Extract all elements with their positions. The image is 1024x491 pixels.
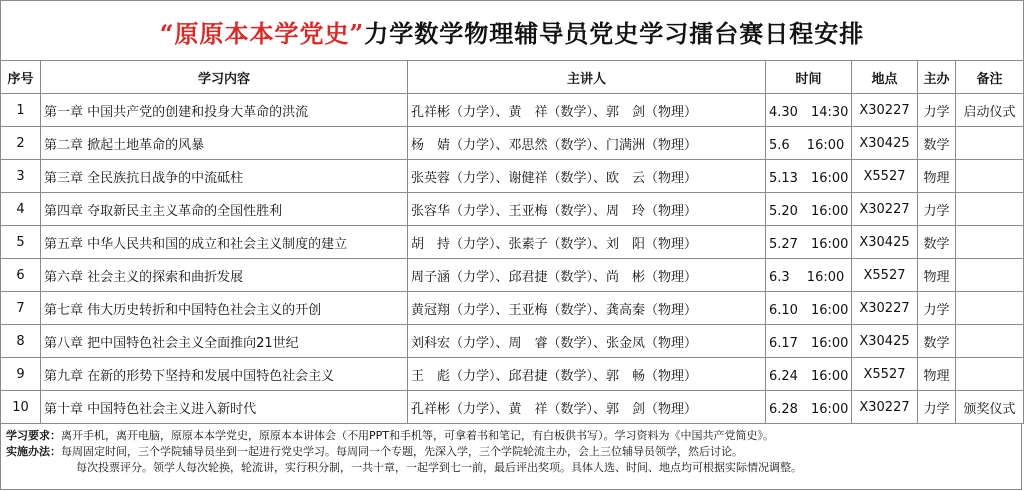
header-remark: 备注 — [956, 61, 1024, 94]
cell-content: 第八章 把中国特色社会主义全面推向21世纪 — [41, 325, 408, 358]
cell-remark: 启动仪式 — [956, 94, 1024, 127]
cell-content: 第五章 中华人民共和国的成立和社会主义制度的建立 — [41, 226, 408, 259]
cell-content: 第二章 掀起土地革命的风暴 — [41, 127, 408, 160]
cell-time: 5.27 16:00 — [766, 226, 852, 259]
cell-seq: 7 — [1, 292, 41, 325]
cell-speaker: 孔祥彬（力学）、黄 祥（数学）、郭 剑（物理） — [408, 391, 766, 424]
table-row — [1, 292, 1024, 325]
cell-place: X30425 — [852, 325, 918, 358]
cell-remark — [956, 259, 1024, 292]
cell-speaker: 黄冠翔（力学）、王亚梅（数学）、龚高秦（物理） — [408, 292, 766, 325]
cell-place: X5527 — [852, 259, 918, 292]
cell-remark — [956, 127, 1024, 160]
cell-place: X30227 — [852, 292, 918, 325]
table-row — [1, 193, 1024, 226]
header-row — [1, 61, 1024, 94]
method-label: 实施办法： — [6, 445, 61, 458]
cell-content: 第四章 夺取新民主主义革命的全国性胜利 — [41, 193, 408, 226]
table-row — [1, 358, 1024, 391]
cell-host: 数学 — [918, 127, 956, 160]
cell-time: 5.20 16:00 — [766, 193, 852, 226]
table-row — [1, 226, 1024, 259]
cell-place: X5527 — [852, 160, 918, 193]
cell-place: X5527 — [852, 358, 918, 391]
cell-place: X30425 — [852, 127, 918, 160]
cell-remark: 颁奖仪式 — [956, 391, 1024, 424]
cell-speaker: 孔祥彬（力学）、黄 祥（数学）、郭 剑（物理） — [408, 94, 766, 127]
table-row — [1, 259, 1024, 292]
cell-speaker: 张容华（力学）、王亚梅（数学）、周 玲（物理） — [408, 193, 766, 226]
method-text-1: 每周固定时间，三个学院辅导员坐到一起进行党史学习。每周同一个专题，先深入学，三个学院轮流主办，会上三位辅导员领学，然后讨论。 — [61, 445, 743, 458]
cell-seq: 5 — [1, 226, 41, 259]
requirements-text: 离开手机，离开电脑，原原本本学党史，原原本本讲体会（不用PPT和手机等，可拿着书和笔记，有白板供书写）。学习资料为《中国共产党简史》。 — [61, 429, 774, 442]
cell-seq: 9 — [1, 358, 41, 391]
cell-host: 力学 — [918, 391, 956, 424]
cell-speaker: 王 彪（力学）、邱君捷（数学）、郭 畅（物理） — [408, 358, 766, 391]
cell-content: 第十章 中国特色社会主义进入新时代 — [41, 391, 408, 424]
cell-content: 第一章 中国共产党的创建和投身大革命的洪流 — [41, 94, 408, 127]
cell-content: 第七章 伟大历史转折和中国特色社会主义的开创 — [41, 292, 408, 325]
cell-host: 力学 — [918, 292, 956, 325]
cell-content: 第九章 在新的形势下坚持和发展中国特色社会主义 — [41, 358, 408, 391]
title-highlight: “原原本本学党史” — [159, 18, 365, 48]
cell-time: 6.24 16:00 — [766, 358, 852, 391]
title-rest: 力学数学物理辅导员党史学习擂台赛日程安排 — [364, 18, 865, 48]
cell-speaker: 周子涵（力学）、邱君捷（数学）、尚 彬（物理） — [408, 259, 766, 292]
cell-seq: 3 — [1, 160, 41, 193]
cell-seq: 2 — [1, 127, 41, 160]
cell-host: 力学 — [918, 193, 956, 226]
cell-host: 力学 — [918, 94, 956, 127]
header-host: 主办 — [918, 61, 956, 94]
cell-remark — [956, 160, 1024, 193]
header-place: 地点 — [852, 61, 918, 94]
schedule-table — [0, 60, 1024, 424]
cell-time: 6.17 16:00 — [766, 325, 852, 358]
header-speaker: 主讲人 — [408, 61, 766, 94]
method-line-2 — [6, 460, 1021, 476]
cell-time: 5.6 16:00 — [766, 127, 852, 160]
cell-remark — [956, 193, 1024, 226]
method-line — [6, 444, 1021, 460]
cell-host: 物理 — [918, 160, 956, 193]
cell-place: X30227 — [852, 193, 918, 226]
cell-place: X30425 — [852, 226, 918, 259]
cell-time: 6.3 16:00 — [766, 259, 852, 292]
cell-seq: 4 — [1, 193, 41, 226]
cell-host: 物理 — [918, 259, 956, 292]
cell-remark — [956, 292, 1024, 325]
cell-place: X30227 — [852, 391, 918, 424]
header-content: 学习内容 — [41, 61, 408, 94]
table-row — [1, 94, 1024, 127]
requirements-line — [6, 428, 1021, 444]
cell-remark — [956, 358, 1024, 391]
cell-content: 第三章 全民族抗日战争的中流砥柱 — [41, 160, 408, 193]
cell-time: 6.10 16:00 — [766, 292, 852, 325]
cell-time: 4.30 14:30 — [766, 94, 852, 127]
cell-seq: 6 — [1, 259, 41, 292]
cell-seq: 1 — [1, 94, 41, 127]
table-row — [1, 127, 1024, 160]
cell-speaker: 张英蓉（力学）、谢健祥（数学）、欧 云（物理） — [408, 160, 766, 193]
method-text-2: 每次投票评分。领学人每次轮换，轮流讲，实行积分制，一共十章，一起学到七一前，最后评出奖项。具体人选、时间、地点均可根据实际情况调整。 — [76, 461, 802, 474]
cell-remark — [956, 226, 1024, 259]
cell-host: 数学 — [918, 226, 956, 259]
cell-place: X30227 — [852, 94, 918, 127]
cell-time: 5.13 16:00 — [766, 160, 852, 193]
cell-seq: 8 — [1, 325, 41, 358]
cell-host: 物理 — [918, 358, 956, 391]
header-time: 时间 — [766, 61, 852, 94]
cell-speaker: 胡 持（力学）、张素子（数学）、刘 阳（物理） — [408, 226, 766, 259]
table-row — [1, 391, 1024, 424]
table-row — [1, 160, 1024, 193]
cell-speaker: 刘科宏（力学）、周 睿（数学）、张金凤（物理） — [408, 325, 766, 358]
cell-remark — [956, 325, 1024, 358]
page-title — [0, 0, 1024, 61]
header-seq: 序号 — [1, 61, 41, 94]
cell-seq: 10 — [1, 391, 41, 424]
cell-content: 第六章 社会主义的探索和曲折发展 — [41, 259, 408, 292]
table-row — [1, 325, 1024, 358]
cell-host: 数学 — [918, 325, 956, 358]
requirements-label: 学习要求： — [6, 429, 61, 442]
cell-speaker: 杨 婧（力学）、邓思然（数学）、门满洲（物理） — [408, 127, 766, 160]
notes-section — [0, 424, 1022, 490]
cell-time: 6.28 16:00 — [766, 391, 852, 424]
